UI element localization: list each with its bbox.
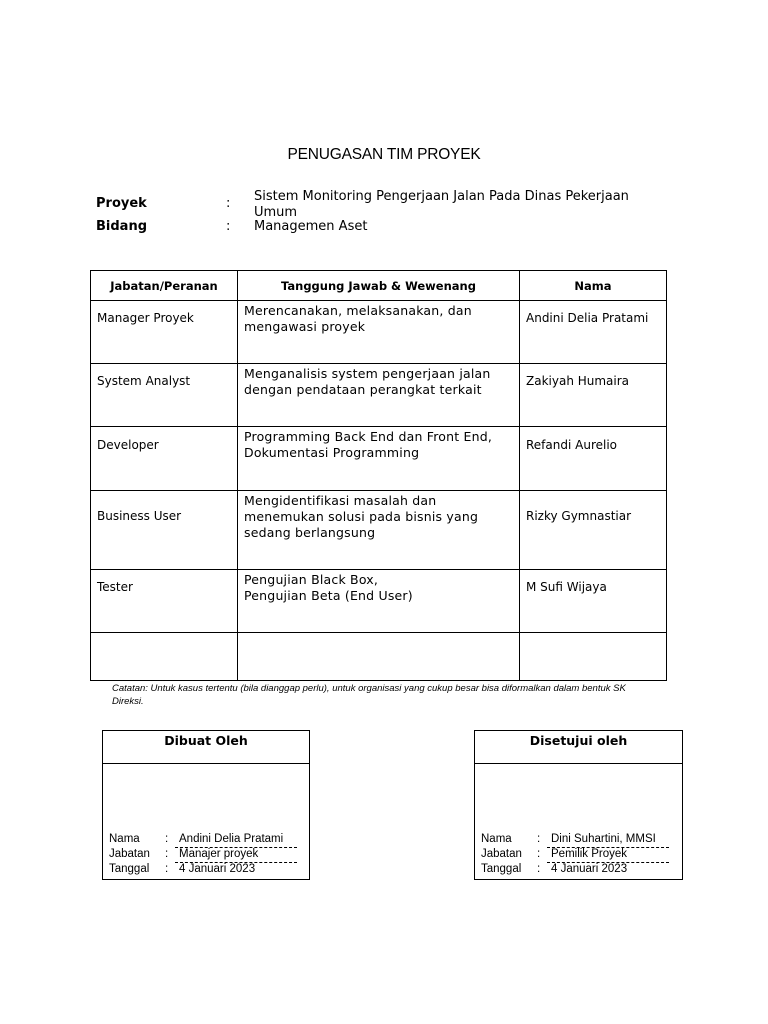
responsibility-cell: Pengujian Black Box, Pengujian Beta (End User) <box>238 570 520 633</box>
approved-by-heading: Disetujui oleh <box>475 731 682 764</box>
field-colon: : <box>226 219 231 234</box>
approved-date-row <box>481 863 677 878</box>
colon: : <box>165 863 169 875</box>
role-cell: Developer <box>91 427 238 491</box>
colon: : <box>537 833 541 845</box>
responsibility-cell <box>238 633 520 681</box>
header-role: Jabatan/Peranan <box>91 271 238 301</box>
position-label: Jabatan <box>481 848 522 860</box>
responsibility-cell: Merencanakan, melaksanakan, dan mengawasi proyek <box>238 301 520 364</box>
created-by-heading: Dibuat Oleh <box>103 731 309 764</box>
table-row <box>91 427 667 491</box>
date-label: Tanggal <box>109 863 150 875</box>
roles-table <box>90 270 667 681</box>
name-cell: Zakiyah Humaira <box>520 364 667 427</box>
header-name: Nama <box>520 271 667 301</box>
responsibility-cell: Programming Back End dan Front End, Dokumentasi Programming <box>238 427 520 491</box>
role-cell: System Analyst <box>91 364 238 427</box>
responsibility-cell: Mengidentifikasi masalah dan menemukan solusi pada bisnis yang sedang berlangsung <box>238 491 520 570</box>
role-cell: Tester <box>91 570 238 633</box>
created-by-box <box>102 730 310 880</box>
created-name-value: Andini Delia Pratami <box>175 833 297 848</box>
table-row-empty <box>91 633 667 681</box>
colon: : <box>165 833 169 845</box>
project-value: Sistem Monitoring Pengerjaan Jalan Pada Dinas Pekerjaan Umum <box>254 189 629 220</box>
created-date-row <box>109 863 305 878</box>
date-label: Tanggal <box>481 863 522 875</box>
project-label: Proyek <box>96 196 147 211</box>
header-responsibility: Tanggung Jawab & Wewenang <box>238 271 520 301</box>
role-cell: Business User <box>91 491 238 570</box>
name-cell: Refandi Aurelio <box>520 427 667 491</box>
created-position-row <box>109 848 305 863</box>
project-colon: : <box>226 196 231 211</box>
created-date-value: 4 Januari 2023 <box>179 863 256 875</box>
approved-by-box <box>474 730 683 880</box>
table-row <box>91 364 667 427</box>
project-row <box>96 189 656 221</box>
position-label: Jabatan <box>109 848 150 860</box>
colon: : <box>537 863 541 875</box>
name-cell: Rizky Gymnastiar <box>520 491 667 570</box>
colon: : <box>537 848 541 860</box>
role-cell <box>91 633 238 681</box>
approved-name-row <box>481 833 677 848</box>
approved-name-value: Dini Suhartini, MMSI <box>547 833 669 848</box>
table-row <box>91 570 667 633</box>
field-value: Managemen Aset <box>254 219 368 234</box>
name-cell: Andini Delia Pratami <box>520 301 667 364</box>
created-position-value: Manajer proyek <box>175 848 297 863</box>
name-label: Nama <box>109 833 140 845</box>
approved-position-row <box>481 848 677 863</box>
approved-date-value: 4 Januari 2023 <box>551 863 628 875</box>
table-row <box>91 491 667 570</box>
footnote: Catatan: Untuk kasus tertentu (bila dianggap perlu), untuk organisasi yang cukup besar bisa diformalkan dalam bentuk SK Direksi. <box>112 683 626 707</box>
role-cell: Manager Proyek <box>91 301 238 364</box>
table-row <box>91 301 667 364</box>
field-label: Bidang <box>96 219 148 234</box>
responsibility-cell: Menganalisis system pengerjaan jalan dengan pendataan perangkat terkait <box>238 364 520 427</box>
colon: : <box>165 848 169 860</box>
table-header-row <box>91 271 667 301</box>
document-title: PENUGASAN TIM PROYEK <box>287 146 481 163</box>
approved-position-value: Pemilik Proyek <box>547 848 669 863</box>
name-cell: M Sufi Wijaya <box>520 570 667 633</box>
created-name-row <box>109 833 305 848</box>
name-label: Nama <box>481 833 512 845</box>
field-row <box>96 219 656 237</box>
name-cell <box>520 633 667 681</box>
